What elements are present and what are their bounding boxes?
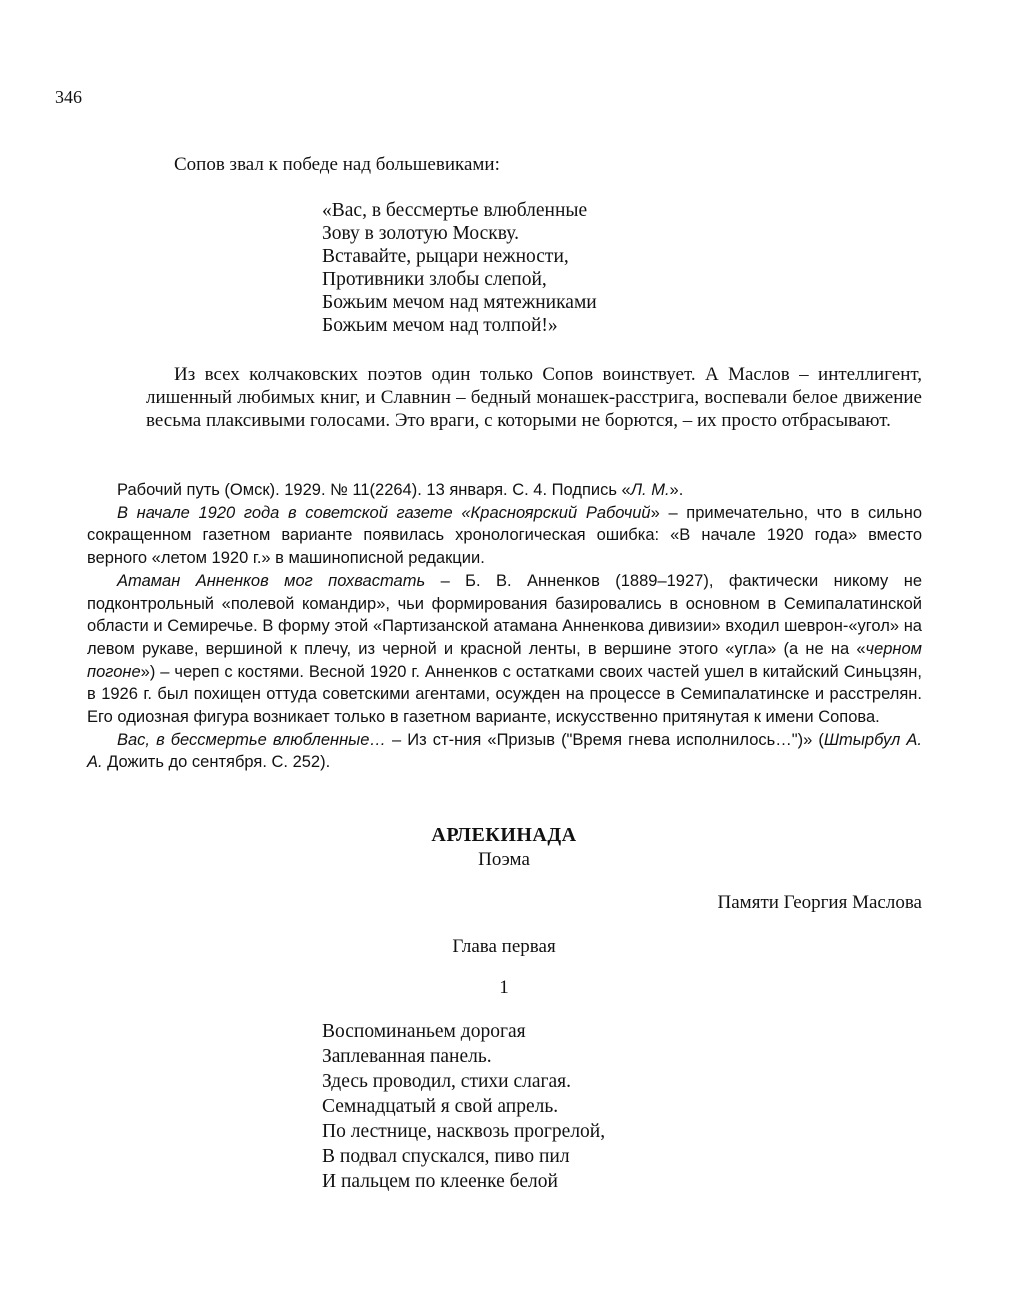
page-number: 346 xyxy=(55,87,82,107)
body-paragraph: Из всех колчаковских поэтов один только Сопов воинствует. А Маслов – интеллигент, лишенный любимых книг, и Славнин – бедный монашек-расстрига, воспевали белое движение весьма плаксивыми голосами. Это враги, с которыми не борются, – их просто отбрасывают. xyxy=(146,364,922,431)
intro-line: Сопов звал к победе над большевиками: xyxy=(174,154,500,175)
dedication: Памяти Георгия Маслова xyxy=(717,892,922,913)
verse-line: Божьим мечом над мятежниками xyxy=(322,292,597,313)
verse-line: Противники злобы слепой, xyxy=(322,269,547,290)
chapter-title: Глава первая xyxy=(452,936,556,957)
note-1: Рабочий путь (Омск). 1929. № 11(2264). 13 января. С. 4. Подпись «Л. М.». xyxy=(117,481,684,499)
note-3: Атаман Анненков мог похвастать – Б. В. Анненков (1889–1927), фактически никому не подконтрольный «полевой командир», чьи формирования базировались в основном в Семипалатинской области и Семиречье. В форму этой «Партизанской атамана Анненкова дивизии» входил шеврон-«угол» на левом рукаве, вершиной к плечу, из черной и красной ленты, в вершине этого «угла» (а не на «черном погоне») – череп с костями. Весной 1920 г. Анненков с остатками своих частей ушел в китайский Синьцзян, в 1926 г. был похищен оттуда советскими агентами, осужден на процессе в Семипалатинске и расстрелян. Его одиозная фигура возникает только в газетном варианте, искусственно притянутая к имени Сопова. xyxy=(87,571,923,727)
poem-subtitle: Поэма xyxy=(478,849,530,870)
verse-line: Заплеванная панель. xyxy=(322,1046,492,1067)
stanza-number: 1 xyxy=(499,977,509,998)
commentary-notes xyxy=(87,479,922,774)
verse-line: Воспоминаньем дорогая xyxy=(322,1021,526,1042)
verse-line: Семнадцатый я свой апрель. xyxy=(322,1096,559,1117)
poem-stanza xyxy=(322,1019,605,1194)
verse-line: Зову в золотую Москву. xyxy=(322,223,519,244)
verse-line: Вставайте, рыцари нежности, xyxy=(322,246,569,267)
verse-line: «Вас, в бессмертье влюбленные xyxy=(322,200,588,221)
poem-title: АРЛЕКИНАДА xyxy=(431,824,577,846)
note-4: Вас, в бессмертье влюбленные… – Из ст-ния «Призыв ("Время гнева исполнилось…")» (Штырбул А. А. Дожить до сентября. С. 252). xyxy=(87,730,923,772)
verse-line: И пальцем по клеенке белой xyxy=(322,1171,558,1192)
verse-line: Божьим мечом над толпой!» xyxy=(322,315,558,336)
quoted-poem xyxy=(322,199,597,337)
note-2: В начале 1920 года в советской газете «Красноярский Рабочий» – примечательно, что в сильно сокращенном газетном варианте появилась хронологическая ошибка: «В начале 1920 года» вместо верного «летом 1920 г.» в машинописной редакции. xyxy=(87,503,923,568)
verse-line: По лестнице, насквозь прогрелой, xyxy=(322,1121,606,1142)
verse-line: Здесь проводил, стихи слагая. xyxy=(322,1071,572,1092)
verse-line: В подвал спускался, пиво пил xyxy=(322,1146,570,1167)
